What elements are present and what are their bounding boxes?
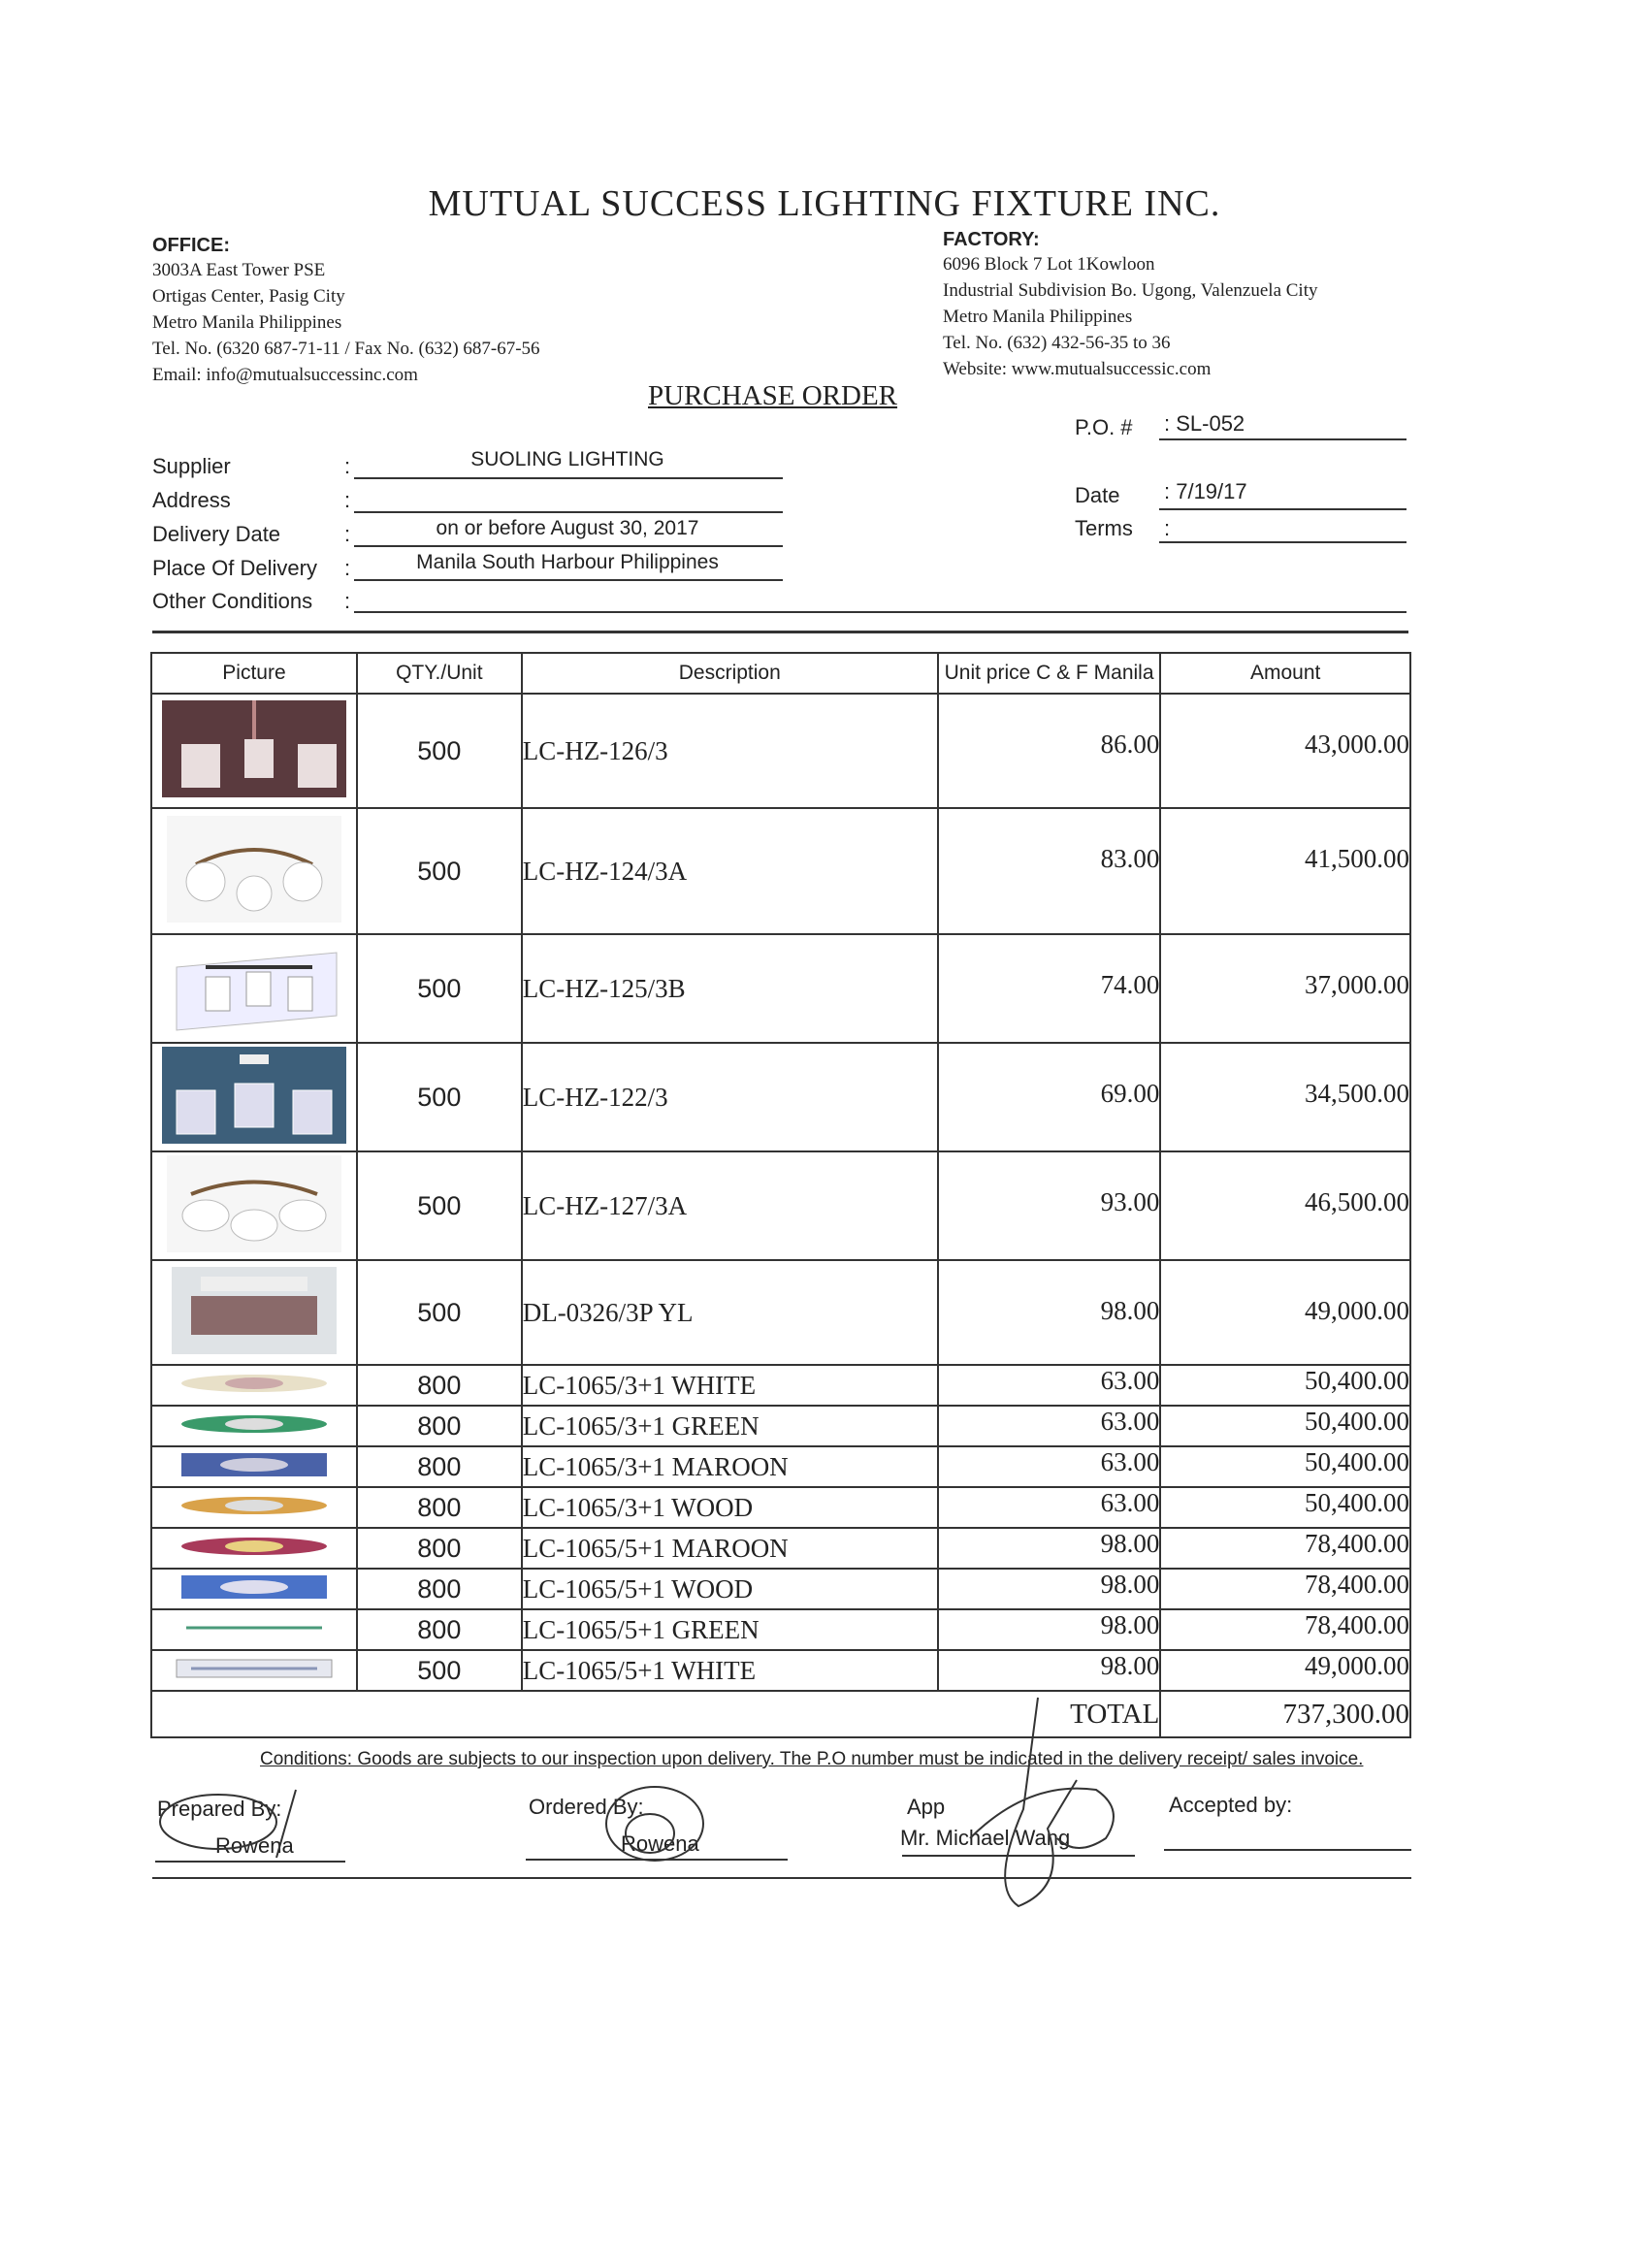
ordered-by-name: Rowena bbox=[621, 1831, 699, 1856]
terms-underline bbox=[1159, 541, 1406, 543]
po-number-label: P.O. # bbox=[1075, 415, 1133, 439]
description-cell: LC-HZ-124/3A bbox=[522, 808, 938, 934]
office-line: Email: info@mutualsuccessinc.com bbox=[152, 365, 418, 385]
address-underline bbox=[354, 511, 783, 513]
colon: : bbox=[344, 454, 351, 478]
unit-price-cell: 93.00 bbox=[938, 1151, 1161, 1260]
total-label: TOTAL bbox=[151, 1691, 1160, 1737]
date-underline bbox=[1159, 508, 1406, 510]
company-name: MUTUAL SUCCESS LIGHTING FIXTURE INC. bbox=[428, 183, 1221, 224]
prepared-signature-icon bbox=[150, 1785, 315, 1863]
table-row bbox=[151, 808, 1410, 934]
supplier-label: Supplier bbox=[152, 454, 231, 478]
unit-price-cell: 98.00 bbox=[938, 1609, 1161, 1650]
qty-cell: 500 bbox=[357, 808, 522, 934]
unit-price-cell: 74.00 bbox=[938, 934, 1161, 1043]
qty-cell: 800 bbox=[357, 1569, 522, 1609]
table-header-row bbox=[151, 653, 1410, 694]
colon: : bbox=[344, 589, 351, 613]
amount-cell: 50,400.00 bbox=[1160, 1365, 1410, 1406]
table-row bbox=[151, 1487, 1410, 1528]
accepted-by-line bbox=[1164, 1849, 1411, 1851]
qty-cell: 800 bbox=[357, 1487, 522, 1528]
product-picture bbox=[151, 1569, 357, 1609]
ordered-by-label: Ordered By: bbox=[529, 1795, 644, 1819]
unit-price-cell: 98.00 bbox=[938, 1528, 1161, 1569]
product-picture bbox=[151, 1406, 357, 1446]
product-image bbox=[181, 1450, 327, 1479]
description-cell: LC-1065/5+1 WHITE bbox=[522, 1650, 938, 1691]
product-image bbox=[162, 1047, 346, 1144]
accepted-by-label: Accepted by: bbox=[1169, 1793, 1293, 1817]
product-picture bbox=[151, 1151, 357, 1260]
unit-price-cell: 86.00 bbox=[938, 694, 1161, 808]
amount-cell: 78,400.00 bbox=[1160, 1609, 1410, 1650]
factory-line: Industrial Subdivision Bo. Ugong, Valenzuela City bbox=[943, 280, 1318, 301]
factory-line: 6096 Block 7 Lot 1Kowloon bbox=[943, 254, 1155, 275]
product-image bbox=[162, 700, 346, 797]
terms-value: : bbox=[1164, 516, 1171, 540]
amount-cell: 43,000.00 bbox=[1160, 694, 1410, 808]
total-amount: 737,300.00 bbox=[1160, 1691, 1410, 1737]
product-image bbox=[181, 1572, 327, 1602]
qty-cell: 800 bbox=[357, 1365, 522, 1406]
product-picture bbox=[151, 808, 357, 934]
qty-cell: 500 bbox=[357, 1260, 522, 1365]
approver-signature-icon bbox=[931, 1693, 1145, 1916]
items-table bbox=[150, 652, 1411, 1738]
table-row bbox=[151, 1151, 1410, 1260]
qty-cell: 800 bbox=[357, 1446, 522, 1487]
table-row bbox=[151, 1446, 1410, 1487]
description-cell: LC-1065/3+1 GREEN bbox=[522, 1406, 938, 1446]
delivery-date-underline bbox=[354, 545, 783, 547]
product-image bbox=[167, 1155, 341, 1252]
description-cell: LC-1065/5+1 GREEN bbox=[522, 1609, 938, 1650]
date-label: Date bbox=[1075, 483, 1120, 507]
table-row bbox=[151, 694, 1410, 808]
office-block bbox=[152, 235, 540, 388]
colon: : bbox=[344, 522, 351, 546]
header-divider bbox=[152, 631, 1408, 633]
product-picture bbox=[151, 1528, 357, 1569]
place-of-delivery-value: Manila South Harbour Philippines bbox=[416, 551, 719, 573]
product-image bbox=[172, 1654, 337, 1683]
description-cell: LC-1065/5+1 MAROON bbox=[522, 1528, 938, 1569]
product-picture bbox=[151, 1043, 357, 1151]
supplier-value: SUOLING LIGHTING bbox=[470, 448, 664, 470]
qty-cell: 500 bbox=[357, 694, 522, 808]
terms-label: Terms bbox=[1075, 516, 1133, 540]
description-cell: LC-HZ-125/3B bbox=[522, 934, 938, 1043]
table-row bbox=[151, 1609, 1410, 1650]
product-image bbox=[172, 1267, 337, 1354]
factory-block bbox=[943, 229, 1318, 382]
unit-price-cell: 63.00 bbox=[938, 1365, 1161, 1406]
qty-cell: 500 bbox=[357, 1151, 522, 1260]
description-cell: LC-1065/3+1 WHITE bbox=[522, 1365, 938, 1406]
col-header-picture: Picture bbox=[151, 653, 357, 694]
table-row bbox=[151, 1650, 1410, 1691]
product-picture bbox=[151, 1487, 357, 1528]
place-of-delivery-label: Place Of Delivery bbox=[152, 556, 317, 580]
qty-cell: 500 bbox=[357, 1043, 522, 1151]
table-row bbox=[151, 1406, 1410, 1446]
table-row bbox=[151, 1043, 1410, 1151]
qty-cell: 800 bbox=[357, 1406, 522, 1446]
office-line: Tel. No. (6320 687-71-11 / Fax No. (632) 687-67-56 bbox=[152, 339, 540, 359]
product-picture bbox=[151, 694, 357, 808]
place-of-delivery-underline bbox=[354, 579, 783, 581]
description-cell: LC-HZ-127/3A bbox=[522, 1151, 938, 1260]
office-heading: OFFICE: bbox=[152, 235, 230, 256]
unit-price-cell: 63.00 bbox=[938, 1487, 1161, 1528]
product-picture bbox=[151, 1260, 357, 1365]
prepared-by-name: Rowena bbox=[215, 1833, 294, 1858]
table-row bbox=[151, 934, 1410, 1043]
col-header-description: Description bbox=[522, 653, 938, 694]
product-image bbox=[177, 1532, 332, 1561]
product-image bbox=[177, 1369, 332, 1398]
product-picture bbox=[151, 934, 357, 1043]
amount-cell: 49,000.00 bbox=[1160, 1650, 1410, 1691]
col-header-qty: QTY./Unit bbox=[357, 653, 522, 694]
amount-cell: 37,000.00 bbox=[1160, 934, 1410, 1043]
product-picture bbox=[151, 1609, 357, 1650]
office-line: Metro Manila Philippines bbox=[152, 312, 342, 333]
unit-price-cell: 98.00 bbox=[938, 1260, 1161, 1365]
qty-cell: 800 bbox=[357, 1609, 522, 1650]
amount-cell: 50,400.00 bbox=[1160, 1446, 1410, 1487]
po-underline bbox=[1159, 438, 1406, 440]
factory-line: Metro Manila Philippines bbox=[943, 307, 1133, 327]
product-picture bbox=[151, 1446, 357, 1487]
description-cell: LC-HZ-126/3 bbox=[522, 694, 938, 808]
prepared-by-label: Prepared By: bbox=[157, 1797, 282, 1821]
other-conditions-label: Other Conditions bbox=[152, 589, 313, 613]
delivery-date-label: Delivery Date bbox=[152, 522, 281, 546]
factory-line: Website: www.mutualsuccessic.com bbox=[943, 359, 1212, 379]
date-value: : 7/19/17 bbox=[1164, 479, 1247, 503]
description-cell: LC-1065/3+1 WOOD bbox=[522, 1487, 938, 1528]
table-row bbox=[151, 1569, 1410, 1609]
colon: : bbox=[344, 556, 351, 580]
product-picture bbox=[151, 1650, 357, 1691]
table-row bbox=[151, 1528, 1410, 1569]
amount-cell: 50,400.00 bbox=[1160, 1406, 1410, 1446]
address-label: Address bbox=[152, 488, 231, 512]
amount-cell: 46,500.00 bbox=[1160, 1151, 1410, 1260]
amount-cell: 78,400.00 bbox=[1160, 1528, 1410, 1569]
description-cell: LC-1065/3+1 MAROON bbox=[522, 1446, 938, 1487]
amount-cell: 41,500.00 bbox=[1160, 808, 1410, 934]
amount-cell: 50,400.00 bbox=[1160, 1487, 1410, 1528]
table-row bbox=[151, 1365, 1410, 1406]
factory-line: Tel. No. (632) 432-56-35 to 36 bbox=[943, 333, 1171, 353]
unit-price-cell: 69.00 bbox=[938, 1043, 1161, 1151]
footer-divider bbox=[152, 1877, 1411, 1879]
conditions-text: Conditions: Goods are subjects to our inspection upon delivery. The P.O number must be indicated in the delivery receipt/ sales invoice. bbox=[260, 1749, 1364, 1769]
po-number-value: : SL-052 bbox=[1164, 411, 1245, 436]
ordered-signature-icon bbox=[597, 1780, 713, 1867]
colon: : bbox=[344, 488, 351, 512]
amount-cell: 49,000.00 bbox=[1160, 1260, 1410, 1365]
approved-by-label: App bbox=[907, 1795, 946, 1819]
product-image bbox=[167, 816, 341, 923]
description-cell: LC-1065/5+1 WOOD bbox=[522, 1569, 938, 1609]
unit-price-cell: 63.00 bbox=[938, 1406, 1161, 1446]
unit-price-cell: 83.00 bbox=[938, 808, 1161, 934]
qty-cell: 500 bbox=[357, 1650, 522, 1691]
qty-cell: 800 bbox=[357, 1528, 522, 1569]
other-conditions-underline bbox=[354, 611, 1406, 613]
product-image bbox=[177, 1613, 332, 1642]
qty-cell: 500 bbox=[357, 934, 522, 1043]
col-header-amount: Amount bbox=[1160, 653, 1410, 694]
product-picture bbox=[151, 1365, 357, 1406]
table-row bbox=[151, 1260, 1410, 1365]
office-line: 3003A East Tower PSE bbox=[152, 260, 326, 280]
product-image bbox=[177, 1409, 332, 1439]
unit-price-cell: 98.00 bbox=[938, 1650, 1161, 1691]
document-title: PURCHASE ORDER bbox=[648, 380, 898, 411]
col-header-unit-price: Unit price C & F Manila bbox=[938, 653, 1161, 694]
total-row bbox=[151, 1691, 1410, 1737]
factory-heading: FACTORY: bbox=[943, 229, 1040, 250]
amount-cell: 78,400.00 bbox=[1160, 1569, 1410, 1609]
supplier-underline bbox=[354, 477, 783, 479]
approved-by-name: Mr. Michael Wang bbox=[900, 1826, 1071, 1850]
description-cell: DL-0326/3P YL bbox=[522, 1260, 938, 1365]
delivery-date-value: on or before August 30, 2017 bbox=[436, 517, 699, 539]
product-image bbox=[177, 1491, 332, 1520]
product-image bbox=[167, 938, 341, 1035]
unit-price-cell: 98.00 bbox=[938, 1569, 1161, 1609]
amount-cell: 34,500.00 bbox=[1160, 1043, 1410, 1151]
description-cell: LC-HZ-122/3 bbox=[522, 1043, 938, 1151]
unit-price-cell: 63.00 bbox=[938, 1446, 1161, 1487]
office-line: Ortigas Center, Pasig City bbox=[152, 286, 345, 307]
